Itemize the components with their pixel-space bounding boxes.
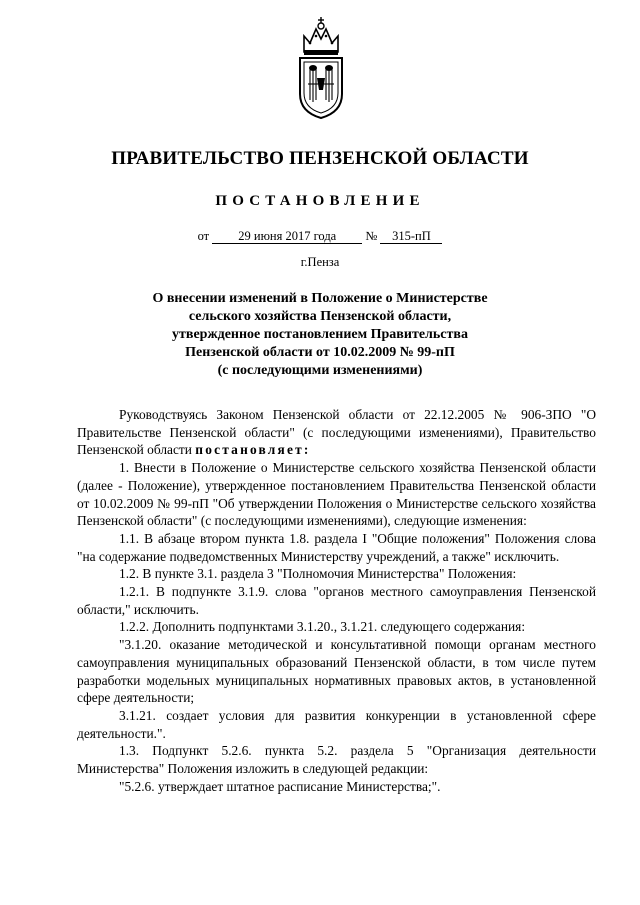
number-prefix: № xyxy=(365,229,378,243)
document-type: ПОСТАНОВЛЕНИЕ xyxy=(215,193,425,209)
title-line: сельского хозяйства Пензенской области, xyxy=(188,309,452,324)
penza-coat-of-arms-icon xyxy=(295,12,347,120)
body-paragraph: 1.2.2. Дополнить подпунктами 3.1.20., 3.1.21. следующего содержания: xyxy=(119,619,526,635)
title-line: утвержденное постановлением Правительства xyxy=(172,327,468,342)
body-paragraph: 1.2.1. В подпункте 3.1.9. слова "органов местного самоуправления Пензенской области," исключить. xyxy=(77,584,596,617)
date-prefix: от xyxy=(197,229,210,243)
body-paragraph: 1.1. В абзаце втором пункта 1.8. раздела I "Общие положения" Положения слова "на содержание подведомственных Министерству учреждений, а также" исключить. xyxy=(77,530,596,564)
document-title xyxy=(0,290,640,380)
body-paragraph: 1. Внести в Положение о Министерстве сельского хозяйства Пензенской области (далее - Положение), утвержденное постановлением Правительства Пензенской области от 10.02.2009 № 99-пП "Об утверждении Положения о Министерстве сельского хозяйства Пензенской области" (с последующими изменениями), следующие изменения: xyxy=(77,460,596,529)
document-body xyxy=(77,406,596,795)
title-line: (с последующими изменениями) xyxy=(217,363,423,378)
body-paragraph: 1.2. В пункте 3.1. раздела 3 "Полномочия Министерства" Положения: xyxy=(119,566,517,582)
body-paragraph: 1.3. Подпункт 5.2.6. пункта 5.2. раздела 5 "Организация деятельности Министерства" Положения изложить в следующей редакции: xyxy=(77,743,596,777)
title-line: Пензенской области от 10.02.2009 № 99-пП xyxy=(185,345,455,360)
body-paragraph: 3.1.21. создает условия для развития конкуренции в установленной сфере деятельности.". xyxy=(77,707,596,741)
body-paragraph: "5.2.6. утверждает штатное расписание Министерства;". xyxy=(119,778,441,794)
title-line: О внесении изменений в Положение о Министерстве xyxy=(152,291,488,306)
preamble-text: Руководствуясь Законом Пензенской области от 22.12.2005 № 906-ЗПО "О Правительстве Пензенской области" (с последующими изменениями), Правительство Пензенской области xyxy=(77,407,596,458)
resolves-word: постановляет: xyxy=(195,442,311,458)
government-name: ПРАВИТЕЛЬСТВО ПЕНЗЕНСКОЙ ОБЛАСТИ xyxy=(111,148,529,169)
preamble-paragraph xyxy=(77,406,596,459)
body-paragraph: "3.1.20. оказание методической и консультативной помощи органам местного самоуправления муниципальных образований Пензенской области, в том числе путем разработки модельных муниципальных нормативных правовых актов, в установленной сфере деятельности; xyxy=(77,637,596,706)
date-number-line xyxy=(0,229,640,244)
document-number: 315-пП xyxy=(380,229,442,244)
document-date: 29 июня 2017 года xyxy=(212,229,362,244)
city: г.Пенза xyxy=(300,255,340,269)
